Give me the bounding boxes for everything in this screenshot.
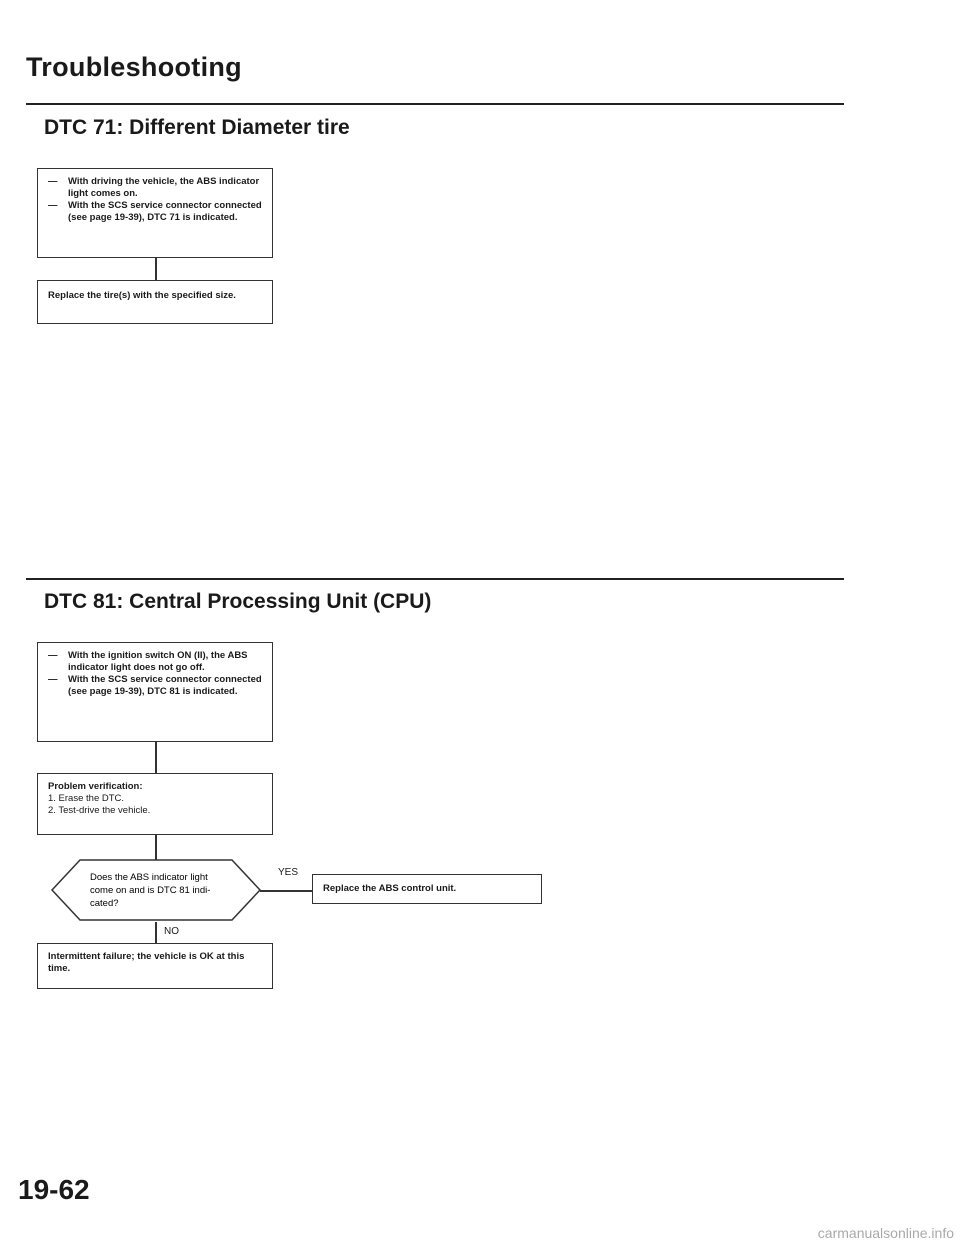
verification-step: 2. Test-drive the vehicle. (48, 805, 151, 816)
verification-step: 1. Erase the DTC. (48, 793, 125, 804)
decision-node (50, 858, 262, 922)
yes-action-box: Replace the ABS control unit. (312, 874, 542, 904)
no-action-box: Intermittent failure; the vehicle is OK at this time. (37, 943, 273, 989)
dtc81-condition-item: — With the ignition switch ON (II), the ABS indicator light does not go off. (48, 650, 262, 674)
flow-connector (155, 742, 157, 773)
dtc71-action-box: Replace the tire(s) with the specified size. (37, 280, 273, 324)
yes-connector (260, 890, 312, 892)
section-rule (26, 578, 844, 580)
dtc71-condition-box (37, 168, 273, 258)
flow-connector (155, 258, 157, 280)
decision-line: cated? (90, 898, 119, 909)
flow-connector (155, 835, 157, 860)
page-number: 19-62 (18, 1174, 90, 1205)
no-label: NO (164, 926, 179, 937)
decision-line: come on and is DTC 81 indi- (90, 885, 211, 896)
no-connector (155, 922, 157, 943)
watermark: carmanualsonline.info (817, 1225, 954, 1241)
yes-label: YES (278, 867, 299, 878)
verification-heading: Problem verification: (48, 781, 143, 792)
dtc81-condition-box (37, 642, 273, 742)
dtc81-title: DTC 81: Central Processing Unit (CPU) (44, 590, 432, 613)
dtc71-condition-item: — With driving the vehicle, the ABS indicator light comes on. (48, 176, 262, 200)
dtc81-condition-item: — With the SCS service connector connected (see page 19-39), DTC 81 is indicated. (48, 674, 262, 698)
page-title: Troubleshooting (26, 52, 242, 82)
verification-box (37, 773, 273, 835)
header-rule (26, 103, 844, 105)
dtc71-title: DTC 71: Different Diameter tire (44, 116, 350, 139)
decision-line: Does the ABS indicator light (90, 872, 208, 883)
dtc71-condition-item: — With the SCS service connector connected (see page 19-39), DTC 71 is indicated. (48, 200, 262, 224)
